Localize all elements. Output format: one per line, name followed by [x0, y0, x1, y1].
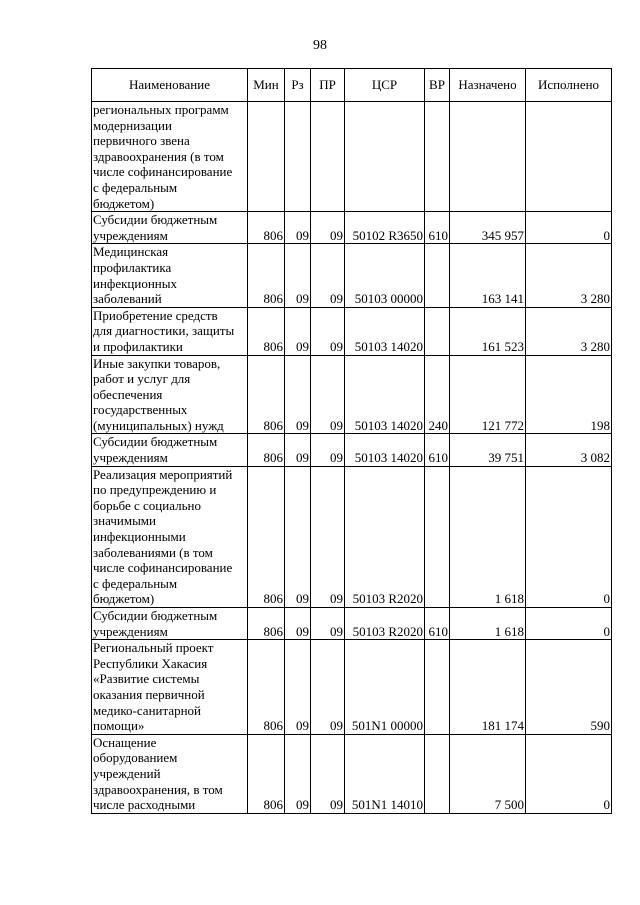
cell-assigned [450, 102, 526, 212]
cell-pr: 09 [311, 212, 345, 244]
header-rz: Рз [285, 69, 311, 102]
table-row [92, 307, 612, 355]
header-min: Мин [248, 69, 285, 102]
cell-executed [526, 102, 612, 212]
cell-vr: 610 [425, 608, 450, 640]
budget-table [91, 68, 612, 814]
cell-pr: 09 [311, 434, 345, 466]
cell-executed: 0 [526, 212, 612, 244]
header-assigned: Назначено [450, 69, 526, 102]
cell-assigned: 7 500 [450, 734, 526, 813]
table-row [92, 640, 612, 735]
cell-csr: 50102 R3650 [345, 212, 425, 244]
cell-name: Субсидии бюджетным учреждениям [92, 434, 248, 466]
cell-rz: 09 [285, 608, 311, 640]
cell-csr: 50103 14020 [345, 434, 425, 466]
cell-rz: 09 [285, 466, 311, 607]
header-csr: ЦСР [345, 69, 425, 102]
cell-pr [311, 102, 345, 212]
cell-pr: 09 [311, 466, 345, 607]
cell-rz [285, 102, 311, 212]
page-number: 98 [313, 38, 327, 53]
cell-rz: 09 [285, 640, 311, 735]
header-vr: ВР [425, 69, 450, 102]
cell-name: Субсидии бюджетным учреждениям [92, 608, 248, 640]
cell-min: 806 [248, 640, 285, 735]
cell-name: Оснащение оборудованием учреждений здравоохранения, в том числе расходными [92, 734, 248, 813]
cell-csr: 50103 R2020 [345, 466, 425, 607]
cell-rz: 09 [285, 212, 311, 244]
header-row [92, 69, 612, 102]
cell-rz: 09 [285, 244, 311, 307]
cell-min: 806 [248, 307, 285, 355]
table-row [92, 244, 612, 307]
header-pr: ПР [311, 69, 345, 102]
cell-executed: 198 [526, 355, 612, 434]
cell-csr [345, 102, 425, 212]
cell-name: региональных программ модернизации первичного звена здравоохранения (в том числе софинансирование с федеральным бюджетом) [92, 102, 248, 212]
cell-vr: 240 [425, 355, 450, 434]
cell-csr: 50103 14020 [345, 355, 425, 434]
cell-executed: 3 280 [526, 307, 612, 355]
cell-vr [425, 307, 450, 355]
cell-pr: 09 [311, 307, 345, 355]
cell-csr: 501N1 00000 [345, 640, 425, 735]
table-row [92, 434, 612, 466]
cell-name: Реализация мероприятий по предупреждению и борьбе с социально значимыми инфекционными заболеваниями (в том числе софинансирование с федеральным бюджетом) [92, 466, 248, 607]
header-name: Наименование [92, 69, 248, 102]
cell-executed: 0 [526, 466, 612, 607]
cell-vr [425, 102, 450, 212]
cell-assigned: 121 772 [450, 355, 526, 434]
cell-vr: 610 [425, 434, 450, 466]
cell-executed: 0 [526, 608, 612, 640]
cell-min: 806 [248, 355, 285, 434]
cell-vr: 610 [425, 212, 450, 244]
cell-rz: 09 [285, 734, 311, 813]
cell-min: 806 [248, 244, 285, 307]
cell-executed: 590 [526, 640, 612, 735]
cell-executed: 3 280 [526, 244, 612, 307]
cell-assigned: 1 618 [450, 466, 526, 607]
cell-min: 806 [248, 434, 285, 466]
cell-pr: 09 [311, 355, 345, 434]
cell-name: Приобретение средств для диагностики, защиты и профилактики [92, 307, 248, 355]
header-executed: Исполнено [526, 69, 612, 102]
cell-csr: 50103 R2020 [345, 608, 425, 640]
cell-min: 806 [248, 212, 285, 244]
cell-vr [425, 466, 450, 607]
cell-assigned: 161 523 [450, 307, 526, 355]
cell-name: Региональный проект Республики Хакасия «Развитие системы оказания первичной медико-санитарной помощи» [92, 640, 248, 735]
cell-rz: 09 [285, 307, 311, 355]
table-row [92, 355, 612, 434]
table-row [92, 466, 612, 607]
cell-csr: 50103 14020 [345, 307, 425, 355]
cell-pr: 09 [311, 608, 345, 640]
cell-csr: 501N1 14010 [345, 734, 425, 813]
table-row [92, 102, 612, 212]
cell-executed: 3 082 [526, 434, 612, 466]
table-row [92, 608, 612, 640]
cell-assigned: 181 174 [450, 640, 526, 735]
cell-name: Медицинская профилактика инфекционных заболеваний [92, 244, 248, 307]
cell-min: 806 [248, 466, 285, 607]
cell-name: Субсидии бюджетным учреждениям [92, 212, 248, 244]
table-row [92, 734, 612, 813]
table-row [92, 212, 612, 244]
cell-name: Иные закупки товаров, работ и услуг для обеспечения государственных (муниципальных) нужд [92, 355, 248, 434]
cell-vr [425, 244, 450, 307]
cell-assigned: 163 141 [450, 244, 526, 307]
cell-assigned: 39 751 [450, 434, 526, 466]
cell-pr: 09 [311, 734, 345, 813]
cell-vr [425, 734, 450, 813]
cell-rz: 09 [285, 355, 311, 434]
cell-executed: 0 [526, 734, 612, 813]
cell-pr: 09 [311, 244, 345, 307]
cell-min [248, 102, 285, 212]
cell-csr: 50103 00000 [345, 244, 425, 307]
cell-pr: 09 [311, 640, 345, 735]
cell-min: 806 [248, 608, 285, 640]
cell-min: 806 [248, 734, 285, 813]
cell-rz: 09 [285, 434, 311, 466]
cell-vr [425, 640, 450, 735]
cell-assigned: 345 957 [450, 212, 526, 244]
cell-assigned: 1 618 [450, 608, 526, 640]
